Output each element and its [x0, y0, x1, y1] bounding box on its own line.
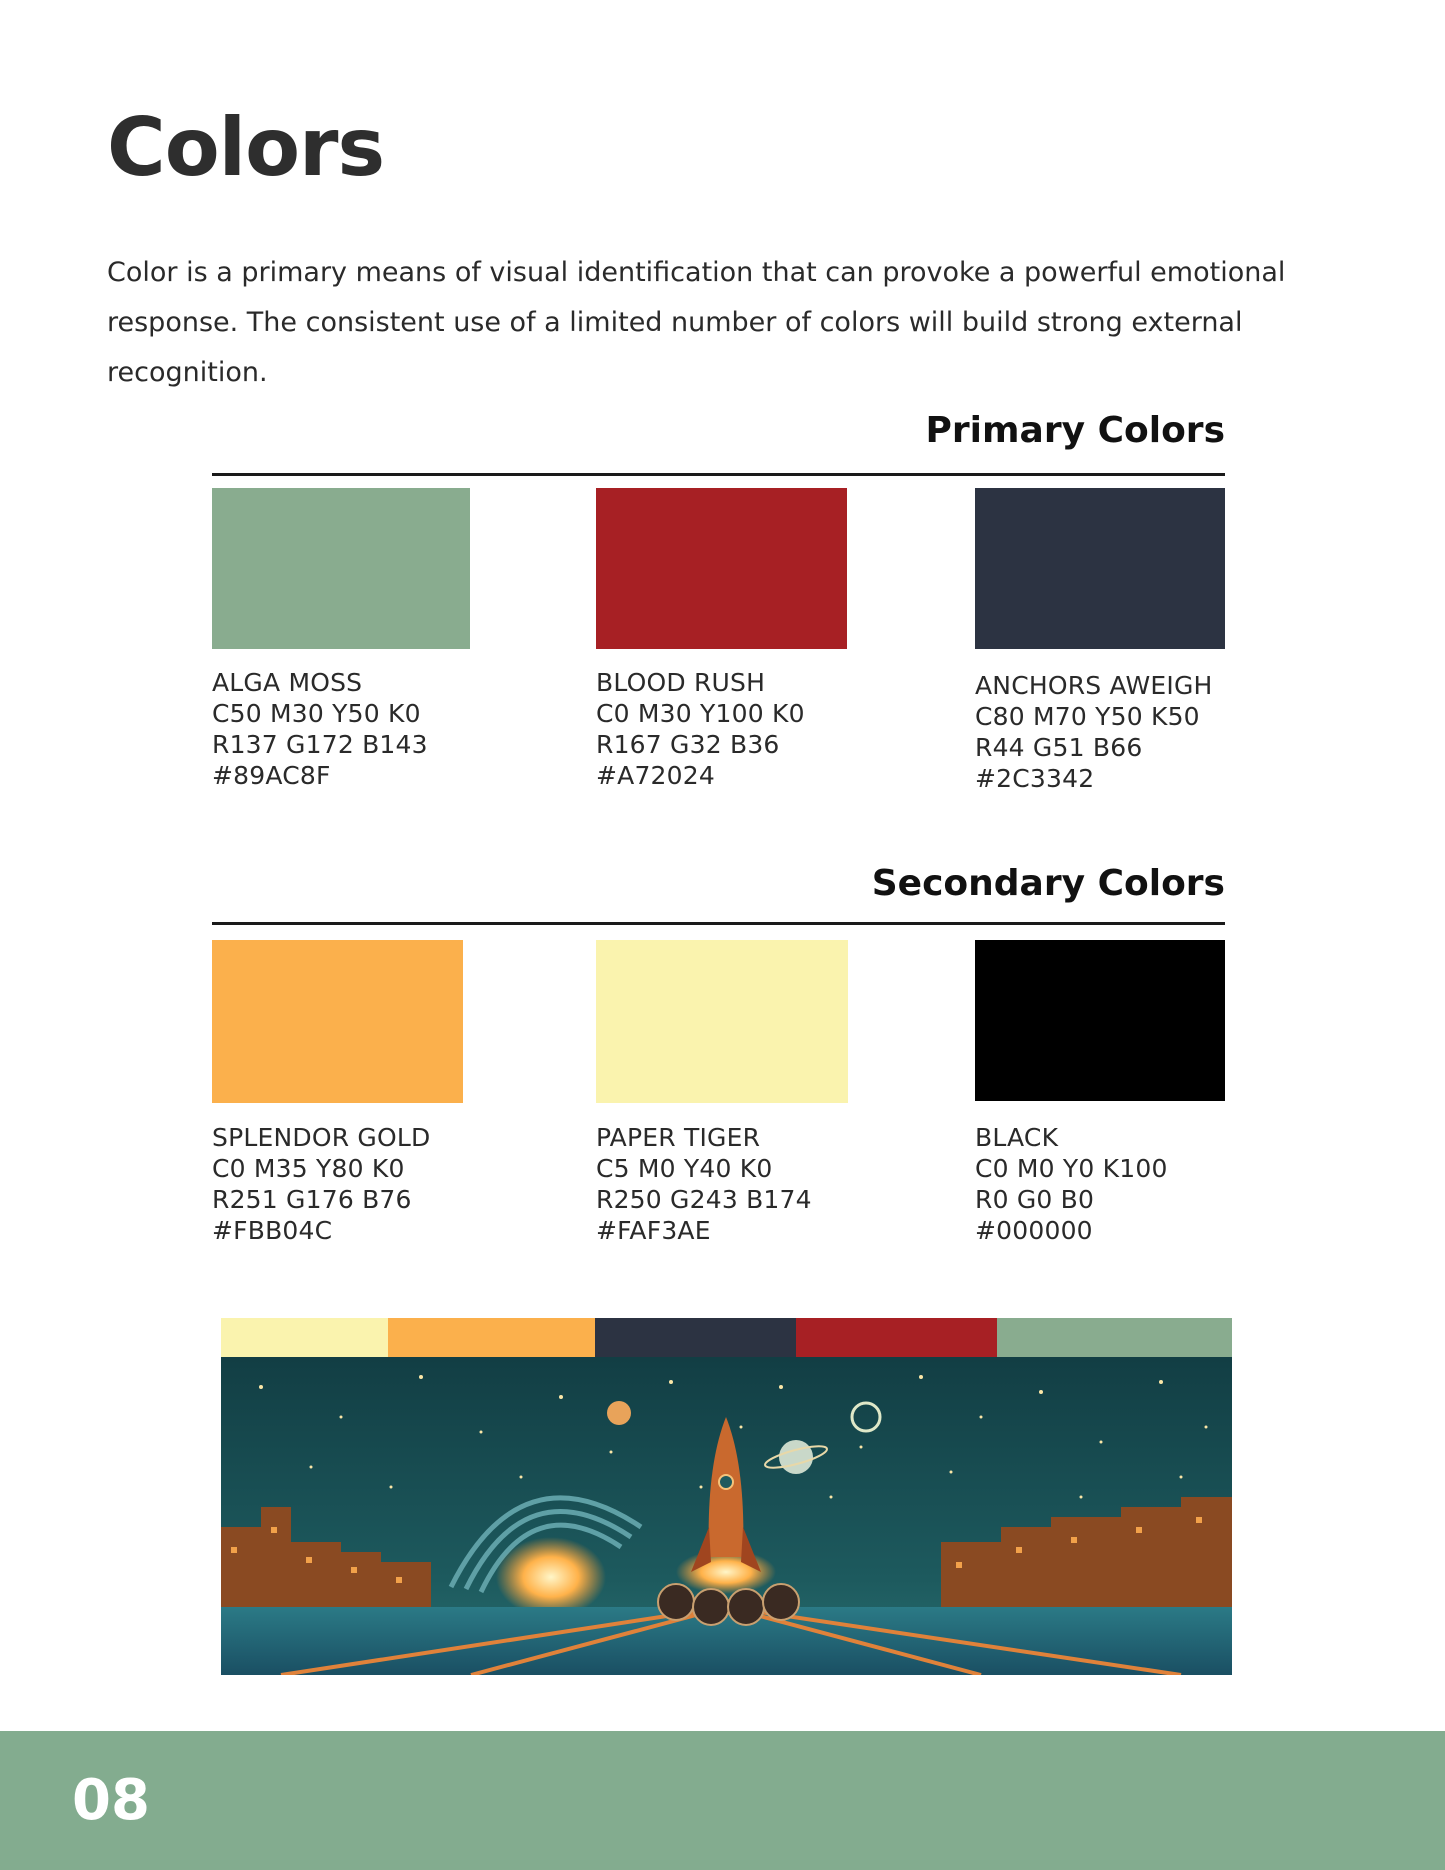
- swatch-alga-moss: [212, 488, 470, 649]
- palette-strip-anchors-aweigh: [595, 1318, 796, 1357]
- swatch-info-anchors-aweigh: [975, 670, 1213, 794]
- swatch-cmyk: C0 M30 Y100 K0: [596, 699, 805, 728]
- primary-divider: [212, 473, 1225, 476]
- swatch-hex: #FBB04C: [212, 1216, 333, 1245]
- swatch-info-blood-rush: [596, 667, 805, 791]
- swatch-hex: #FAF3AE: [596, 1216, 711, 1245]
- swatch-splendor-gold: [212, 940, 463, 1103]
- swatch-cmyk: C50 M30 Y50 K0: [212, 699, 421, 728]
- swatch-info-alga-moss: [212, 667, 428, 791]
- swatch-anchors-aweigh: [975, 488, 1225, 649]
- swatch-cmyk: C0 M35 Y80 K0: [212, 1154, 405, 1183]
- swatch-hex: #2C3342: [975, 764, 1095, 793]
- secondary-colors-heading: Secondary Colors: [871, 863, 1225, 904]
- swatch-info-paper-tiger: [596, 1122, 812, 1246]
- retro-space-illustration: [221, 1357, 1232, 1675]
- swatch-rgb: R251 G176 B76: [212, 1185, 412, 1214]
- palette-strip-alga-moss: [997, 1318, 1232, 1357]
- swatch-hex: #000000: [975, 1216, 1093, 1245]
- swatch-cmyk: C5 M0 Y40 K0: [596, 1154, 773, 1183]
- primary-colors-heading: Primary Colors: [925, 410, 1225, 451]
- page-title: Colors: [107, 101, 385, 194]
- palette-strip-blood-rush: [796, 1318, 997, 1357]
- swatch-black: [975, 940, 1225, 1101]
- palette-strip-splendor-gold: [388, 1318, 595, 1357]
- swatch-paper-tiger: [596, 940, 848, 1103]
- swatch-rgb: R44 G51 B66: [975, 733, 1143, 762]
- palette-strip-paper-tiger: [221, 1318, 388, 1357]
- swatch-name: SPLENDOR GOLD: [212, 1123, 431, 1152]
- swatch-name: PAPER TIGER: [596, 1123, 761, 1152]
- swatch-rgb: R167 G32 B36: [596, 730, 780, 759]
- swatch-hex: #89AC8F: [212, 761, 331, 790]
- secondary-divider: [212, 922, 1225, 925]
- swatch-blood-rush: [596, 488, 847, 649]
- swatch-name: ALGA MOSS: [212, 668, 363, 697]
- footer-band: [0, 1731, 1445, 1870]
- swatch-rgb: R137 G172 B143: [212, 730, 428, 759]
- swatch-name: BLOOD RUSH: [596, 668, 766, 697]
- swatch-rgb: R250 G243 B174: [596, 1185, 812, 1214]
- swatch-cmyk: C0 M0 Y0 K100: [975, 1154, 1168, 1183]
- swatch-info-black: [975, 1122, 1168, 1246]
- page-number: 08: [72, 1768, 150, 1833]
- swatch-cmyk: C80 M70 Y50 K50: [975, 702, 1200, 731]
- swatch-name: ANCHORS AWEIGH: [975, 671, 1213, 700]
- swatch-name: BLACK: [975, 1123, 1059, 1152]
- intro-paragraph: Color is a primary means of visual identification that can provoke a powerful emotional response. The consistent use of a limited number of colors will build strong external recognition.: [107, 257, 1286, 388]
- palette-strip: [221, 1318, 1232, 1357]
- swatch-info-splendor-gold: [212, 1122, 430, 1246]
- swatch-rgb: R0 G0 B0: [975, 1185, 1095, 1214]
- swatch-hex: #A72024: [596, 761, 715, 790]
